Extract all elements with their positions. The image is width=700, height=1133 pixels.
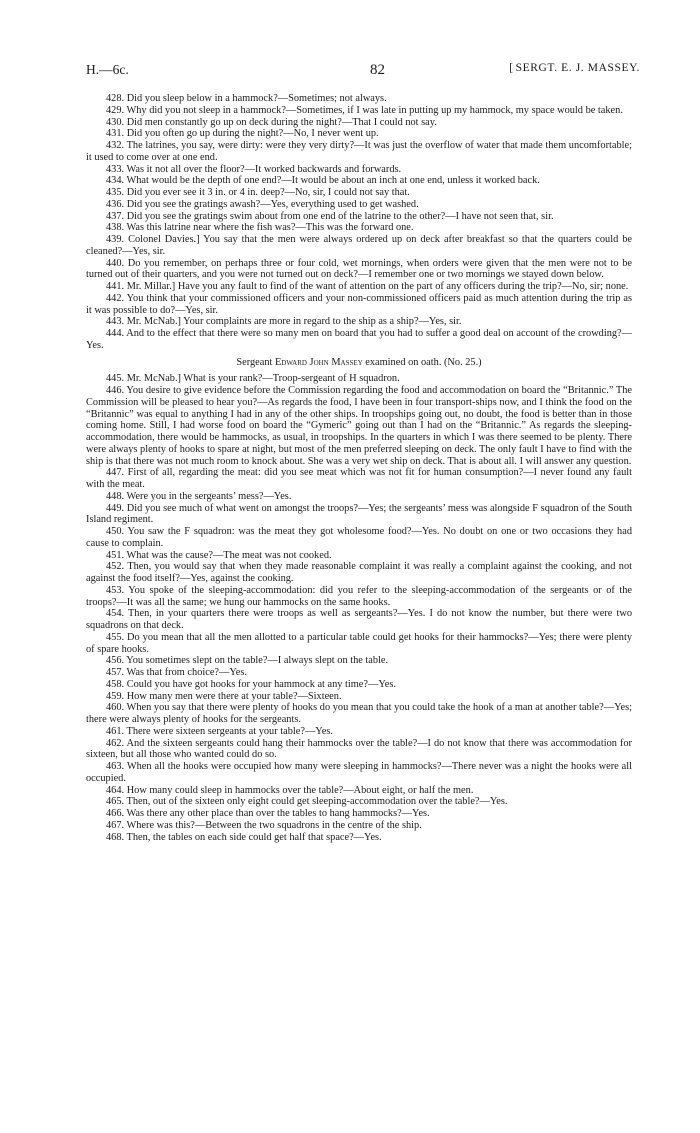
testimony-paragraph: 448. Were you in the sergeants’ mess?—Yes. — [106, 490, 292, 502]
testimony-paragraph: 439. Colonel Davies.] You say that the men were always ordered up on deck after breakfast so that the quarters could be cleaned?—Yes, sir. — [86, 234, 632, 257]
testimony-paragraph: 460. When you say that there were plenty of hooks do you mean that you could take the hook of a man at another table?—Yes; there were always plenty of hooks for the sergeants. — [86, 702, 632, 725]
testimony-paragraph: 435. Did you ever see it 3 in. or 4 in. deep?—No, sir, I could not say that. — [106, 187, 410, 198]
running-header — [86, 62, 640, 82]
testimony-paragraph: 432. The latrines, you say, were dirty: were they very dirty?—It was just the overflow of water that made them uncomfortable; it used to come over at one end. — [86, 140, 632, 163]
testimony-block-1 — [86, 93, 632, 352]
testimony-paragraph: 454. Then, in your quarters there were troops as well as sergeants?—Yes. I do not know the number, but there were two squadrons on that deck. — [86, 608, 632, 631]
testimony-paragraph: 461. There were sixteen sergeants at your table?—Yes. — [106, 725, 333, 737]
testimony-paragraph: 453. You spoke of the sleeping-accommodation: did you refer to the sleeping-accommodation of the sergeants or of the troops?—It was all the same; we hung our hammocks on the same hooks. — [86, 584, 632, 608]
testimony-paragraph: 443. Mr. McNab.] Your complaints are more in regard to the ship as a ship?—Yes, sir. — [106, 316, 462, 328]
testimony-paragraph: 442. You think that your commissioned officers and your non-commissioned officers paid as much attention during the trip as it was possible to do?—Yes, sir. — [86, 292, 632, 316]
testimony-paragraph: 464. How many could sleep in hammocks over the table?—About eight, or half the men. — [106, 784, 474, 796]
testimony-paragraph: 447. First of all, regarding the meat: did you see meat which was not fit for human consumption?—I never found any fault with the meat. — [86, 467, 632, 490]
witness-heading — [86, 357, 632, 369]
testimony-paragraph: 462. And the sixteen sergeants could hang their hammocks over the table?—I do not know that there was accommodation for sixteen, but all those who wanted could do so. — [86, 737, 632, 761]
testimony-paragraph: 446. You desire to give evidence before the Commission regarding the food and accommodation on board the “Britannic.” The Commission will be pleased to hear you?—As regards the food, I have been in four transport-ships now, and I think the food on the “Britannic” was equal to anything I had in any of the other ships. In troopships going out, no doubt, the food is better than in those coming home. Still, I had worse food on board the “Gymeric” going out than I had on the “Britannic.” As regards the sleeping-accommodation, there would be hammocks, as usual, in troopships. In the quarters in which I was there seemed to be plenty. There were always plenty of hooks to spare at night, but most of the men preferred sleeping on deck. The only fault I have to find with the ship is that there was not much room to knock about. She was a very wet ship on deck. That is about all. I will answer any question. — [86, 385, 632, 467]
testimony-paragraph: 441. Mr. Millar.] Have you any fault to find of the want of attention on the part of any officers during the trip?—No, sir; none. — [106, 281, 629, 292]
witness-name-header: [ SERGT. E. J. MASSEY. — [509, 62, 640, 74]
testimony-paragraph: 433. Was it not all over the floor?—It worked backwards and forwards. — [106, 163, 402, 175]
testimony-paragraph: 451. What was the cause?—The meat was not cooked. — [106, 549, 332, 561]
witness-oath: examined on oath. (No. 25.) — [365, 356, 482, 368]
testimony-paragraph: 444. And to the effect that there were so many men on board that you had to suffer a good deal on account of the crowding?—Yes. — [86, 328, 632, 351]
testimony-paragraph: 437. Did you see the gratings swim about from one end of the latrine to the other?—I have not seen that, sir. — [106, 210, 554, 222]
testimony-block-2 — [86, 373, 632, 843]
witness-rank: Sergeant — [236, 356, 273, 368]
testimony-paragraph: 436. Did you see the gratings awash?—Yes, everything used to get washed. — [106, 198, 419, 210]
page-number: 82 — [370, 62, 385, 78]
testimony-paragraph: 434. What would be the depth of one end?—It would be about an inch at one end, unless it worked back. — [106, 175, 540, 187]
testimony-paragraph: 456. You sometimes slept on the table?—I always slept on the table. — [106, 655, 389, 667]
testimony-paragraph: 438. Was this latrine near where the fish was?—This was the forward one. — [106, 222, 414, 234]
testimony-paragraph: 429. Why did you not sleep in a hammock?—Sometimes, if I was late in putting up my hammock, my space would be taken. — [106, 104, 623, 116]
testimony-paragraph: 455. Do you mean that all the men allotted to a particular table could get hooks for their hammocks?—Yes; there were plenty of spare hooks. — [86, 631, 632, 655]
testimony-paragraph: 468. Then, the tables on each side could get half that space?—Yes. — [106, 831, 382, 843]
testimony-paragraph: 440. Do you remember, on perhaps three or four cold, wet mornings, when orders were given that the men were not to be turned out of their quarters, and you were not turned out on deck?—I remember one or two mornings we stayed down below. — [86, 257, 632, 281]
testimony-paragraph: 457. Was that from choice?—Yes. — [106, 667, 247, 678]
testimony-paragraph: 459. How many men were there at your table?—Sixteen. — [106, 690, 342, 702]
testimony-paragraph: 463. When all the hooks were occupied how many were sleeping in hammocks?—There never was a night the hooks were all occupied. — [86, 761, 632, 784]
testimony-paragraph: 445. Mr. McNab.] What is your rank?—Troop-sergeant of H squadron. — [106, 373, 400, 385]
testimony-paragraph: 449. Did you see much of what went on amongst the troops?—Yes; the sergeants’ mess was alongside F squadron of the South Island regiment. — [86, 502, 632, 526]
testimony-paragraph: 430. Did men constantly go up on deck during the night?—That I could not say. — [106, 116, 437, 128]
testimony-body — [86, 93, 632, 843]
testimony-paragraph: 466. Was there any other place than over the tables to hang hammocks?—Yes. — [106, 808, 430, 819]
testimony-paragraph: 465. Then, out of the sixteen only eight could get sleeping-accommodation over the table?—Yes. — [106, 796, 508, 808]
testimony-paragraph: 428. Did you sleep below in a hammock?—Sometimes; not always. — [106, 93, 387, 104]
testimony-paragraph: 450. You saw the F squadron: was the meat they got wholesome food?—Yes. No doubt on one or two occasions they had cause to complain. — [86, 526, 632, 549]
report-code: H.—6c. — [86, 62, 129, 77]
testimony-paragraph: 431. Did you often go up during the night?—No, I never went up. — [106, 128, 379, 140]
testimony-paragraph: 467. Where was this?—Between the two squadrons in the centre of the ship. — [106, 819, 422, 831]
testimony-paragraph: 458. Could you have got hooks for your hammock at any time?—Yes. — [106, 678, 396, 690]
witness-name: Edward John Massey — [274, 356, 363, 368]
testimony-paragraph: 452. Then, you would say that when they made reasonable complaint it was really a complaint against the cooking, and not against the food itself?—Yes, against the cooking. — [86, 561, 632, 584]
